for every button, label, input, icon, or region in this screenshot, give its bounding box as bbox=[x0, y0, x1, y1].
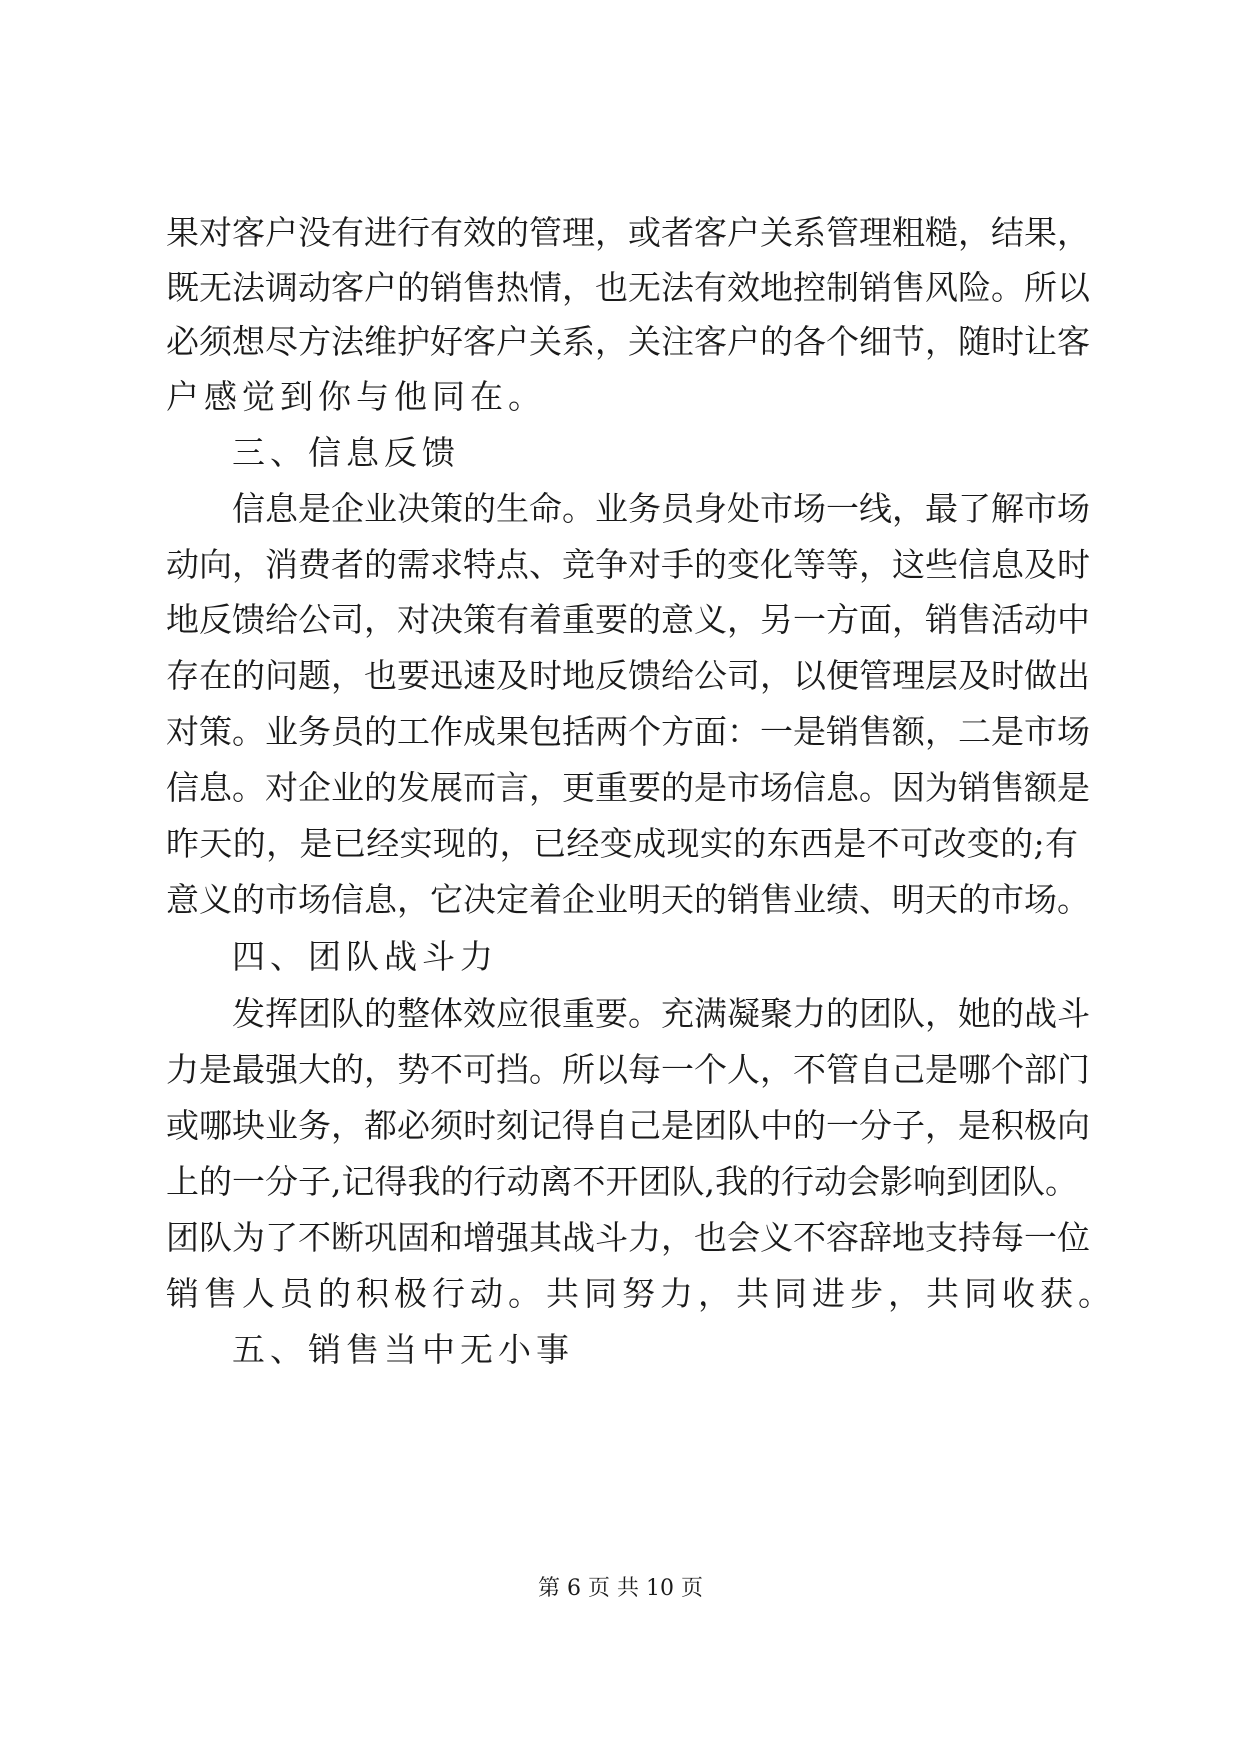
paragraph-2-line-3: 地反馈给公司，对决策有着重要的意义，另一方面，销售活动中 bbox=[166, 600, 1090, 639]
paragraph-2-line-2: 动向，消费者的需求特点、竞争对手的变化等等，这些信息及时 bbox=[166, 545, 1090, 584]
paragraph-1-line-1: 果对客户没有进行有效的管理，或者客户关系管理粗糙，结果， bbox=[166, 213, 1090, 252]
paragraph-3-line-4: 上的一分子,记得我的行动离不开团队,我的行动会影响到团队。 bbox=[166, 1162, 1078, 1201]
paragraph-2-line-4: 存在的问题，也要迅速及时地反馈给公司，以便管理层及时做出 bbox=[166, 656, 1090, 695]
paragraph-3-line-3: 或哪块业务，都必须时刻记得自己是团队中的一分子，是积极向 bbox=[166, 1106, 1090, 1145]
section-heading-5: 五、销售当中无小事 bbox=[232, 1330, 574, 1369]
page-number-footer: 第 6 页 共 10 页 bbox=[538, 1576, 703, 1601]
section-heading-4: 四、团队战斗力 bbox=[232, 937, 498, 976]
paragraph-2-line-6: 信息。对企业的发展而言，更重要的是市场信息。因为销售额是 bbox=[166, 768, 1090, 807]
paragraph-3-line-2: 力是最强大的，势不可挡。所以每一个人，不管自己是哪个部门 bbox=[166, 1050, 1090, 1089]
paragraph-3-line-6: 销售人员的积极行动。共同努力，共同进步，共同收获。 bbox=[166, 1274, 1116, 1313]
paragraph-1-line-3: 必须想尽方法维护好客户关系，关注客户的各个细节，随时让客 bbox=[166, 322, 1090, 361]
paragraph-2-line-8: 意义的市场信息，它决定着企业明天的销售业绩、明天的市场。 bbox=[166, 880, 1090, 919]
paragraph-3-line-5: 团队为了不断巩固和增强其战斗力，也会义不容辞地支持每一位 bbox=[166, 1218, 1090, 1257]
section-heading-3: 三、信息反馈 bbox=[232, 433, 460, 472]
paragraph-2-line-5: 对策。业务员的工作成果包括两个方面：一是销售额，二是市场 bbox=[166, 712, 1090, 751]
paragraph-2-line-7: 昨天的，是已经实现的，已经变成现实的东西是不可改变的;有 bbox=[166, 824, 1078, 863]
paragraph-2-line-1: 信息是企业决策的生命。业务员身处市场一线，最了解市场 bbox=[232, 489, 1090, 528]
paragraph-1-line-4: 户感觉到你与他同在。 bbox=[166, 377, 546, 416]
paragraph-1-line-2: 既无法调动客户的销售热情，也无法有效地控制销售风险。所以 bbox=[166, 268, 1090, 307]
paragraph-3-line-1: 发挥团队的整体效应很重要。充满凝聚力的团队，她的战斗 bbox=[232, 994, 1090, 1033]
